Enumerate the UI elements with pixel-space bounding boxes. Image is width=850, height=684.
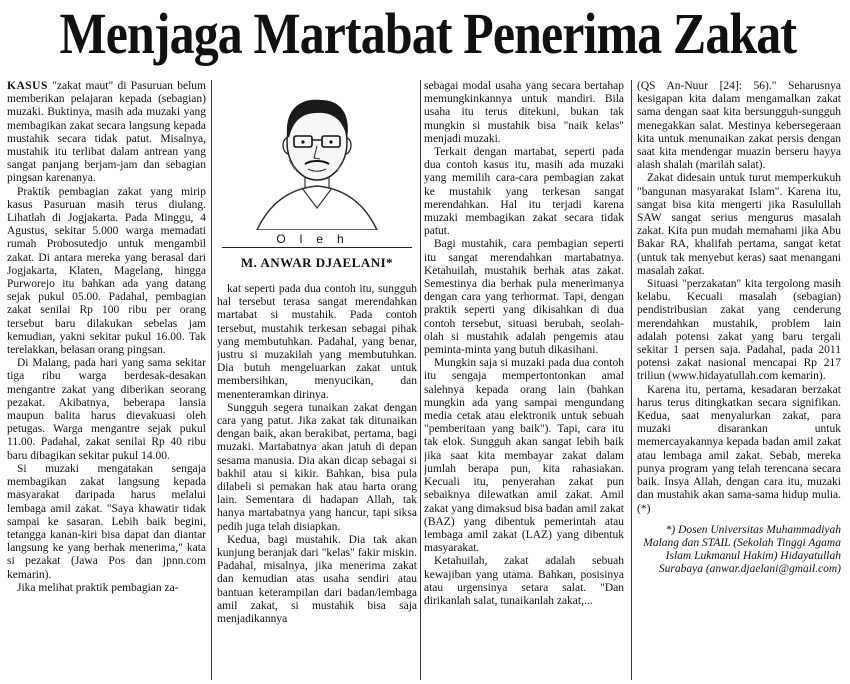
paragraph: [637, 278, 841, 384]
paragraph-text: Mungkin saja si muzaki pada dua contoh itu sengaja mempertontonkan amal salehnya kepada orang lain (bahkan mungkin ada yang sampai mengundang media cetak atau elektronik untuk sebuah "pemberitaan yang baik"). Tapi, cara itu tak elok. Sungguh akan sangat lebih baik jika saat kita membayar zakat dalam jumlah berapa pun, kita rahasiakan. Kecuali itu, penyerahan zakat pun sebaiknya dilewatkan amil zakat. Amil zakat yang dimaksud bisa badan amil zakat (BAZ) yang dibentuk pemerintah atau lembaga amil zakat (LAZ) yang dibentuk masyarakat.: [424, 357, 624, 555]
paragraph: [7, 357, 206, 463]
paragraph: [217, 402, 417, 534]
author-portrait-icon: [217, 80, 417, 230]
paragraph: [424, 238, 624, 357]
paragraph: [217, 534, 417, 626]
column-3: [424, 80, 624, 684]
paragraph: [7, 582, 206, 595]
column-divider: [211, 80, 212, 680]
paragraph-text: Ketahuilah, zakat adalah sebuah kewajiban yang utama. Bahkan, posisinya atau urgensinya setara salat. "Dan dirikanlah salat, tunaikanlah zakat,...: [424, 555, 624, 607]
paragraph: [424, 146, 624, 238]
column-2: [217, 283, 417, 684]
paragraph: [424, 80, 624, 146]
paragraph: [7, 80, 206, 186]
paragraph: [424, 357, 624, 555]
paragraph-text: (QS An-Nuur [24]: 56)." Seharusnya kesigapan kita dalam mengamalkan zakat sama dengan saat kita bersungguh-sungguh menegakkan salat. Mestinya kebersegeraan kita untuk menunaikan zakat persis dengan saat kita mendengar muazin berseru hayya alash shalah (marilah salat).: [637, 80, 841, 172]
paragraph: [424, 555, 624, 608]
paragraph-text: Praktik pembagian zakat yang mirip kasus Pasuruan masih terus diulang. Lihatlah di Jogjakarta. Pada Minggu, 4 Agustus, sekitar 5.000 warga memadati rumah Probosutedjo untuk mengambil zakat. Di antara mereka yang berasal dari Jogjakarta, Klaten, Magelang, hingga Purworejo itu bahkan ada yang datang sejak pukul 05.00. Padahal, pembagian zakat senilai Rp 100 ribu per orang tersebut baru dilakukan sebelas jam kemudian, yakni sekitar pukul 16.00. Tak terelakkan, belasan orang pingsan.: [7, 185, 206, 357]
paragraph-text: Sungguh segera tunaikan zakat dengan cara yang patut. Jika zakat tak ditunaikan dengan baik, akan berakibat, pertama, bagi muzaki. Martabatnya akan jatuh di depan sesama manusia. Dia akan dicap sebagai si bakhil atau si kikir. Bahkan, bisa pula dilabeli si pemakan hak atau harta orang lain. Sementara di hadapan Allah, tak hanya martabatnya yang hancur, tapi siksa pedih juga telah disiapkan.: [217, 401, 417, 533]
paragraph: [637, 80, 841, 172]
paragraph-text: Bagi mustahik, cara pembagian seperti itu sangat merendahkan martabatnya. Ketahuilah, mustahik berhak atas zakat. Semestinya dia berhak pula menerimanya dengan cara yang terhormat. Tapi, dengan praktik seperti yang dikisahkan di dua contoh tersebut, situasi berubah, seolah-olah si mustahik adalah pengemis atau peminta-minta yang butuh dikasihani.: [424, 238, 624, 357]
paragraph-text: Jika melihat praktik pembagian za-: [17, 581, 179, 594]
lead-word: KASUS: [7, 80, 48, 92]
paragraph-text: Di Malang, pada hari yang sama sekitar tiga ribu warga berdesak-desakan mengantre zakat yang diberikan seorang pezakat. Akibatnya, beberapa lansia maupun balita harus dievakuasi oleh petugas. Warga mengantre sejak pukul 11.00. Padahal, zakat senilai Rp 40 ribu baru dibagikan sekitar pukul 14.00.: [7, 357, 206, 462]
paragraph-text: kat seperti pada dua contoh itu, sungguh hal tersebut terasa sangat merendahkan martabat si mustahik. Pada contoh tersebut, mustahik terkesan sebagai pihak yang membutuhkan. Padahal, yang benar, justru si muzakilah yang membutuhkan. Dia butuh mengeluarkan zakat untuk membersihkan, menyucikan, dan menenteramkan dirinya.: [217, 283, 417, 401]
author-bio: *) Dosen Universitas Muhammadiyah Malang dan STAIL (Sekolah Tinggi Agama Islam Lukmanul Hakim) Hidayatullah Surabaya (anwar.djaelani@gmail.com): [643, 523, 841, 576]
column-1: [7, 80, 206, 684]
paragraph-text: Si muzaki mengatakan sengaja membagikan zakat langsung kepada masyarakat daripada harus melalui lembaga amil zakat. "Saya khawatir tidak sampai ke sasaran. Lebih baik begini, tetangga kanan-kiri bisa dapat dan diantar langsung ke yang berhak menerima," kata si pezakat (Jawa Pos dan jpnn.com kemarin).: [7, 462, 206, 581]
paragraph-text: sebagai modal usaha yang secara bertahap memungkinkannya untuk mandiri. Bila usaha itu terus ditekuni, bukan tak mungkin si mustahik bisa "naik kelas" menjadi muzaki.: [424, 80, 624, 145]
byline-divider: [222, 247, 412, 248]
paragraph-text: "zakat maut" di Pasuruan belum memberikan pelajaran kepada (sebagian) muzaki. Buktinya, masih ada muzaki yang membagikan zakat secara langsung kepada mustahik secara tidak patut. Misalnya, mustahik itu terlibat dalam antrean yang sangat panjang berjam-jam dan sebagian pingsan karenanya.: [7, 80, 206, 185]
paragraph: [7, 186, 206, 358]
column-4: [637, 80, 841, 684]
paragraph-text: Karena itu, pertama, kesadaran berzakat harus terus ditingkatkan secara signifikan. Kedua, saat menyalurkan zakat, para muzaki disarankan untuk memercayakannya kepada badan amil zakat atau lembaga amil zakat. Sebab, mereka punya program yang telah terencana secara baik. Insya Allah, dengan cara itu, muzaki dan mustahik akan sama-sama hidup mulia. (*): [637, 383, 841, 515]
headline: Menjaga Martabat Penerima Zakat: [59, 1, 797, 66]
paragraph: [217, 283, 417, 402]
byline-label: Oleh: [276, 232, 358, 246]
paragraph: [637, 384, 841, 516]
author-portrait: [217, 80, 417, 230]
paragraph: [637, 172, 841, 278]
author-name: M. ANWAR DJAELANI*: [240, 255, 394, 270]
paragraph-text: Zakat didesain untuk turut memperkukuh "bangunan masyarakat Islam". Karena itu, sangat bisa kita mengerti jika Rasulullah SAW sangat serius mengurus masalah zakat. Kita pun mudah memahami jika Abu Bakar RA, khalifah pertama, sangat ketat (untuk tak menyebut keras) saat menangani masalah zakat.: [637, 172, 841, 277]
paragraph: [7, 463, 206, 582]
paragraph-text: Situasi "perzakatan" kita tergolong masih kelabu. Kecuali masalah (sebagian) pendistribusian zakat yang cenderung merendahkan mustahik, problem lain adalah potensi zakat yang baru tergali sekitar 1 persen saja. Padahal, pada 2011 potensi zakat nasional mencapai Rp 217 triliun (www.hidayatullah.com kemarin).: [637, 278, 841, 383]
column-divider: [631, 80, 632, 680]
column-divider: [420, 80, 421, 680]
paragraph-text: Terkait dengan martabat, seperti pada dua contoh kasus itu, masih ada muzaki yang memilih cara-cara pembagian zakat ke mustahik yang terkesan sangat merendahkan. Hal itu terjadi karena muzaki membagikan zakat secara tidak patut.: [424, 146, 624, 238]
paragraph-text: Kedua, bagi mustahik. Dia tak akan kunjung beranjak dari "kelas" fakir miskin. Padahal, misalnya, jika menerima zakat dan kemudian atas usaha sendiri atau bantuan keterampilan dari badan/lembaga amil zakat, si mustahik bisa saja menjadikannya: [217, 533, 417, 626]
article-body: [0, 70, 850, 684]
